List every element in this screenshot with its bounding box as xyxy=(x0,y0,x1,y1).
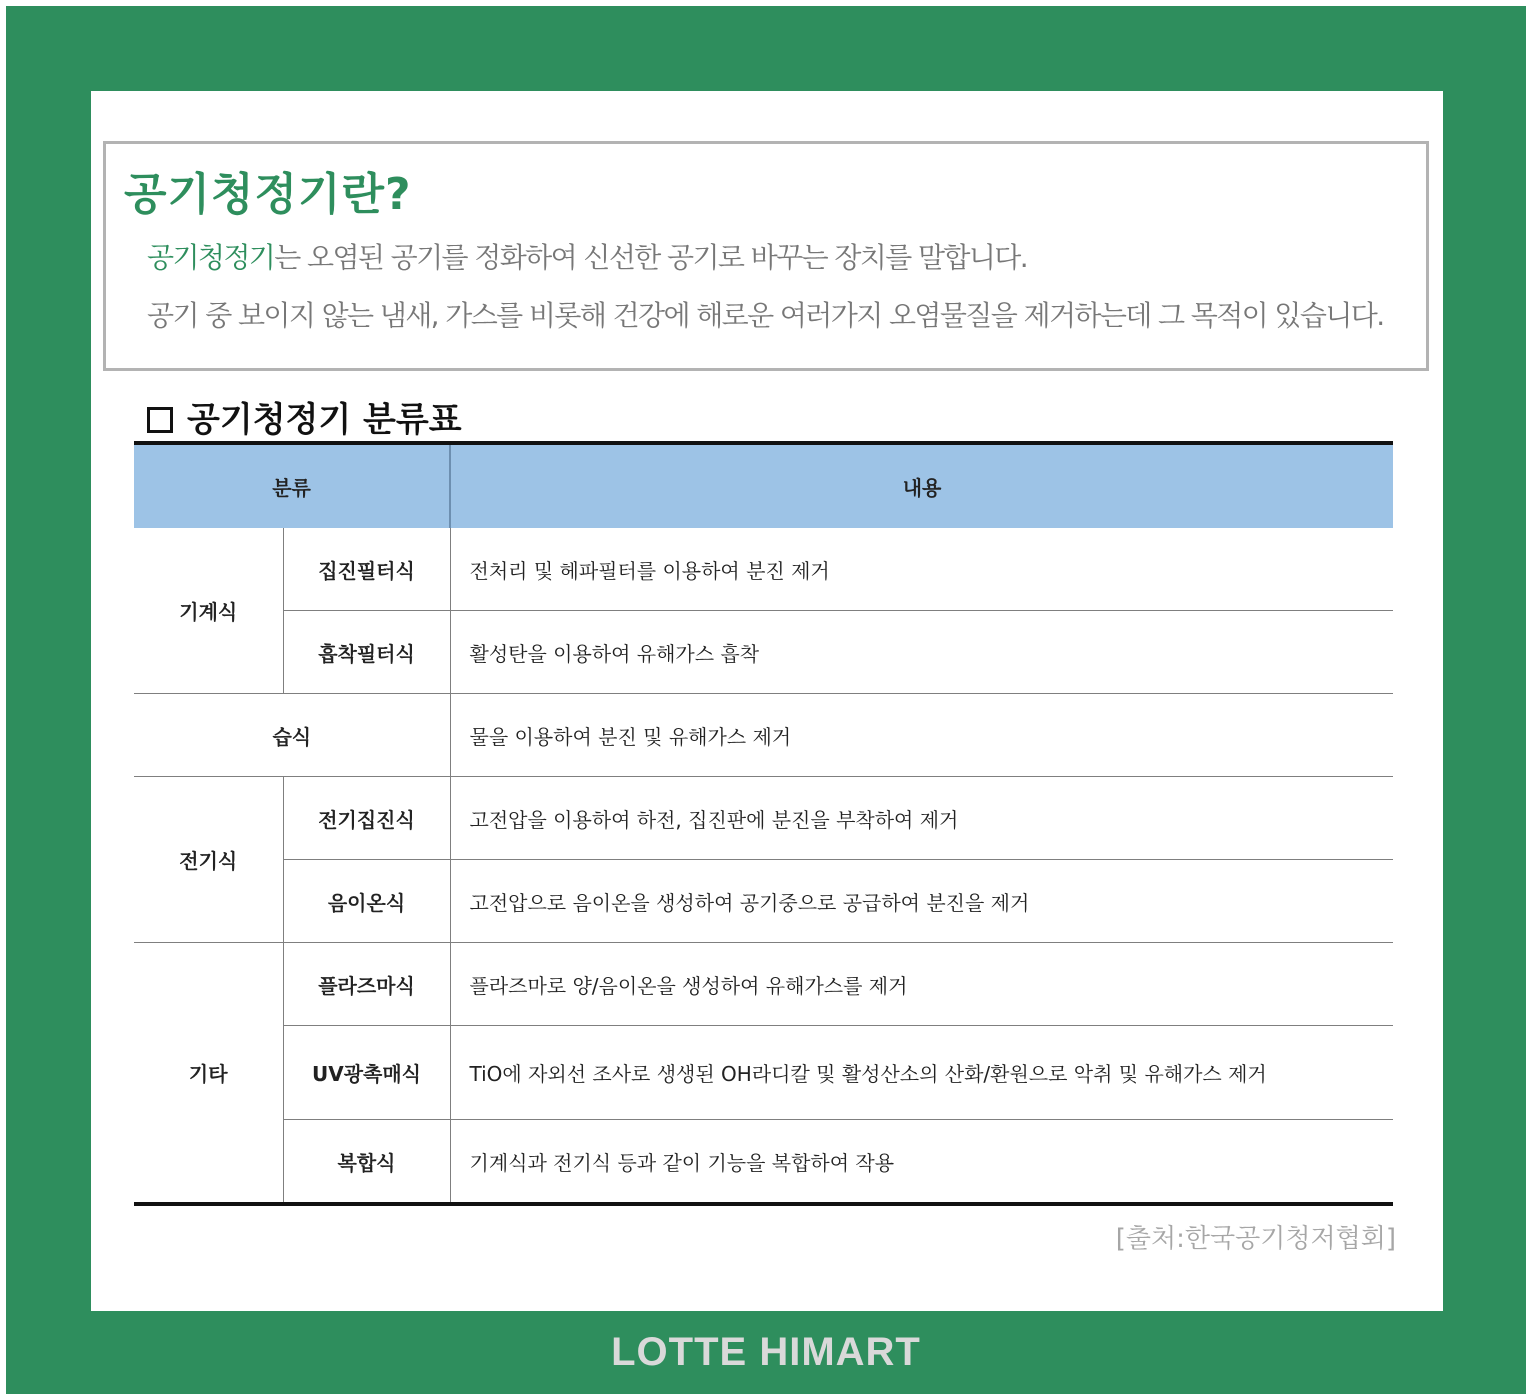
row-content: 플라즈마로 양/음이온을 생성하여 유해가스를 제거 xyxy=(450,943,1393,1026)
group-mechanical: 기계식 xyxy=(134,528,283,694)
sub-category: 전기집진식 xyxy=(283,777,450,860)
content-panel xyxy=(91,91,1443,1311)
row-content: TiO에 자외선 조사로 생생된 OH라디칼 및 활성산소의 산화/환원으로 악취 및 유해가스 제거 xyxy=(450,1026,1393,1120)
sub-category: 플라즈마식 xyxy=(283,943,450,1026)
row-content: 물을 이용하여 분진 및 유해가스 제거 xyxy=(450,694,1393,777)
sub-category: 복합식 xyxy=(283,1120,450,1205)
intro-line-2: 공기 중 보이지 않는 냄새, 가스를 비롯해 건강에 해로운 여러가지 오염물질을 제거하는데 그 목적이 있습니다. xyxy=(147,299,1384,332)
table-row xyxy=(134,1026,1393,1120)
intro-line-1 xyxy=(147,236,1027,276)
header-category: 분류 xyxy=(134,443,450,528)
row-content: 고전압으로 음이온을 생성하여 공기중으로 공급하여 분진을 제거 xyxy=(450,860,1393,943)
group-electric: 전기식 xyxy=(134,777,283,943)
table-row xyxy=(134,860,1393,943)
header-content: 내용 xyxy=(450,443,1393,528)
row-content: 기계식과 전기식 등과 같이 기능을 복합하여 작용 xyxy=(450,1120,1393,1205)
row-content: 전처리 및 헤파필터를 이용하여 분진 제거 xyxy=(450,528,1393,611)
sub-category: 흡착필터식 xyxy=(283,611,450,694)
brand-logo: LOTTE HIMART xyxy=(611,1330,921,1374)
row-content: 활성탄을 이용하여 유해가스 흡착 xyxy=(450,611,1393,694)
table-row xyxy=(134,528,1393,611)
classification-table xyxy=(134,441,1393,1206)
table-heading-text: 공기청정기 분류표 xyxy=(187,400,462,440)
table-heading xyxy=(147,392,462,441)
table-row xyxy=(134,694,1393,777)
intro-box xyxy=(103,141,1429,371)
sub-category: 음이온식 xyxy=(283,860,450,943)
table-row xyxy=(134,777,1393,860)
intro-highlight: 공기청정기 xyxy=(147,241,275,274)
table-header-row xyxy=(134,443,1393,528)
row-content: 고전압을 이용하여 하전, 집진판에 분진을 부착하여 제거 xyxy=(450,777,1393,860)
group-other: 기타 xyxy=(134,943,283,1205)
sub-category: UV광촉매식 xyxy=(283,1026,450,1120)
group-wet: 습식 xyxy=(134,694,450,777)
intro-title: 공기청정기란? xyxy=(124,169,412,220)
intro-line-1-text: 는 오염된 공기를 정화하여 신선한 공기로 바꾸는 장치를 말합니다. xyxy=(274,241,1028,274)
checkbox-icon xyxy=(147,407,173,433)
table-row xyxy=(134,611,1393,694)
source-note: [출처:한국공기청저협회] xyxy=(1115,1224,1396,1254)
table-row xyxy=(134,1120,1393,1205)
sub-category: 집진필터식 xyxy=(283,528,450,611)
table-row xyxy=(134,943,1393,1026)
